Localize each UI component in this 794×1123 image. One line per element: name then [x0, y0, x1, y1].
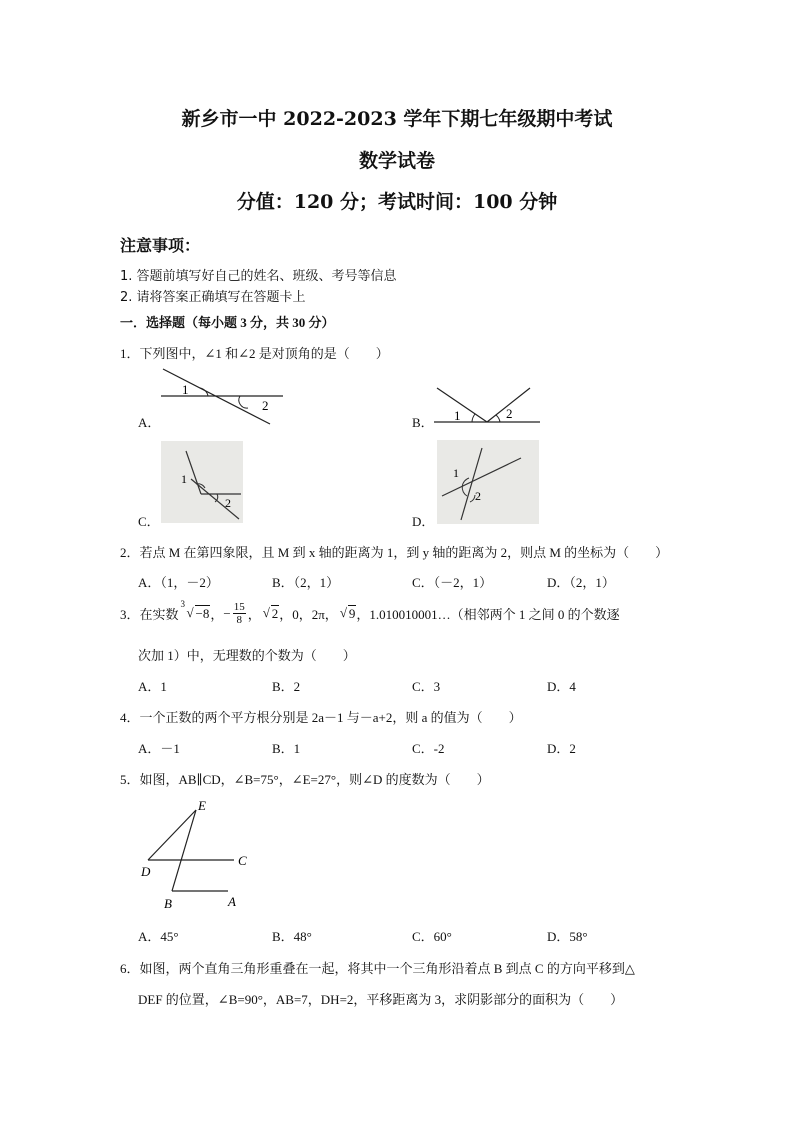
notes-heading: 注意事项：	[120, 236, 201, 255]
q5-figure	[136, 798, 256, 916]
cube-root: 3 √ −8	[180, 598, 210, 621]
q6-stem-line1: 6．如图，两个直角三角形重叠在一起，将其中一个三角形沿着点 B 到点 C 的方向平移到△	[120, 961, 635, 976]
exam-score-time: 分值：120 分；考试时间：100 分钟	[236, 191, 558, 213]
svg-text:2: 2	[506, 406, 513, 421]
q1-figure-c	[161, 441, 243, 523]
q5-option-d: D．58°	[547, 929, 588, 944]
q3-stem-line1: 3．在实数 3 √ −8 ， − $\frac{15}{8}$ ， √ 2 ，0，2π， √ 9 ，1.010010001…（相邻两个 1 之间 0 的个数逐	[120, 598, 620, 626]
q1-option-b-label: B．	[412, 415, 434, 430]
section-choice-title: 一．选择题（每小题 3 分，共 30 分）	[120, 315, 335, 330]
q1-figure-b	[432, 380, 542, 426]
q3-stem-line2: 次加 1）中，无理数的个数为（ ）	[138, 648, 356, 663]
q2-option-b: B．（2，1）	[272, 575, 340, 590]
q3-option-a: A．1	[138, 679, 167, 694]
point-b-label: B	[164, 896, 172, 911]
q5-option-c: C．60°	[412, 929, 452, 944]
q1-option-a-label: A．	[138, 415, 161, 430]
sqrt-2: √ 2	[262, 604, 279, 621]
fraction-15-8: $\frac{15}{8}$	[233, 601, 245, 626]
point-d-label: D	[141, 864, 151, 879]
svg-text:1: 1	[454, 408, 461, 423]
q2-option-a: A．（1，－2）	[138, 575, 219, 590]
point-a-label: A	[228, 894, 236, 909]
point-c-label: C	[238, 853, 247, 868]
q5-option-b: B．48°	[272, 929, 312, 944]
angle-1-label: 1	[182, 382, 189, 397]
sqrt-9: √ 9	[339, 604, 356, 621]
exam-title: 新乡市一中 2022-2023 学年下期七年级期中考试	[181, 108, 613, 130]
q5-stem: 5．如图，AB∥CD，∠B=75°，∠E=27°，则∠D 的度数为（ ）	[120, 772, 490, 787]
q2-option-d: D．（2，1）	[547, 575, 615, 590]
q4-option-b: B．1	[272, 741, 301, 756]
q2-stem: 2．若点 M 在第四象限，且 M 到 x 轴的距离为 1，到 y 轴的距离为 2，则点 M 的坐标为（ ）	[120, 545, 669, 560]
q4-stem: 4．一个正数的两个平方根分别是 2a－1 与－a+2，则 a 的值为（ ）	[120, 710, 522, 725]
q4-option-d: D．2	[547, 741, 576, 756]
q4-option-a: A．－1	[138, 741, 180, 756]
q4-option-c: C．-2	[412, 741, 445, 756]
svg-text:2: 2	[475, 489, 481, 503]
exam-subject: 数学试卷	[358, 150, 435, 172]
q1-option-d-label: D．	[412, 514, 435, 529]
q1-figure-d	[437, 440, 539, 524]
q1-figure-a	[158, 366, 288, 428]
point-e-label: E	[198, 798, 206, 813]
note-item-1: 1. 答题前填写好自己的姓名、班级、考号等信息	[120, 269, 397, 284]
q1-option-c-label: C．	[138, 514, 160, 529]
angle-2-label: 2	[262, 398, 269, 413]
svg-text:2: 2	[225, 496, 231, 510]
q5-option-a: A．45°	[138, 929, 179, 944]
svg-text:1: 1	[181, 472, 187, 486]
svg-text:1: 1	[453, 466, 459, 480]
q6-stem-line2: DEF 的位置，∠B=90°，AB=7，DH=2，平移距离为 3，求阴影部分的面积为（ ）	[138, 992, 624, 1007]
note-item-2: 2. 请将答案正确填写在答题卡上	[120, 290, 306, 305]
q3-option-b: B．2	[272, 679, 301, 694]
q3-option-d: D．4	[547, 679, 576, 694]
q1-stem: 1．下列图中，∠1 和∠2 是对顶角的是（ ）	[120, 346, 389, 361]
q3-option-c: C．3	[412, 679, 441, 694]
q2-option-c: C．（－2，1）	[412, 575, 493, 590]
